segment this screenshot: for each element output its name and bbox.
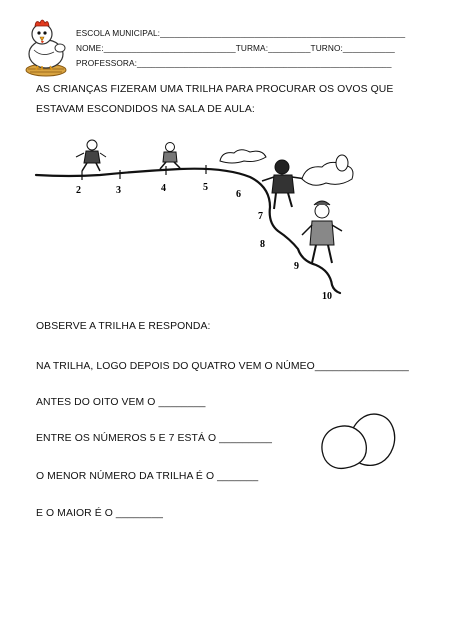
intro-line-2: ESTAVAM ESCONDIDOS NA SALA DE AULA: <box>36 104 255 115</box>
trail-number-7: 7 <box>258 211 263 222</box>
question-1[interactable]: NA TRILHA, LOGO DEPOIS DO QUATRO VEM O NÚMEO________________ <box>36 361 409 372</box>
observe-heading: OBSERVE A TRILHA E RESPONDA: <box>36 321 211 332</box>
chicken-logo-icon <box>18 14 72 78</box>
name-line[interactable]: NOME:____________________________TURMA:_________TURNO:___________ <box>76 43 395 53</box>
teacher-line[interactable]: PROFESSORA:______________________________________________________ <box>76 58 392 68</box>
question-5[interactable]: E O MAIOR É O ________ <box>36 508 163 519</box>
trail-number-9: 9 <box>294 261 299 272</box>
trail-number-10: 10 <box>322 291 332 302</box>
trail-number-8: 8 <box>260 239 265 250</box>
trail-number-2: 2 <box>76 185 81 196</box>
trail-number-5: 5 <box>203 182 208 193</box>
bush-shape <box>220 150 266 163</box>
trail-path <box>36 169 340 293</box>
question-3[interactable]: ENTRE OS NÚMEROS 5 E 7 ESTÁ O _________ <box>36 433 273 444</box>
intro-line-1: AS CRIANÇAS FIZERAM UMA TRILHA PARA PROCURAR OS OVOS QUE <box>36 84 394 95</box>
trail-number-6: 6 <box>236 189 241 200</box>
trail-illustration <box>30 135 380 305</box>
question-4[interactable]: O MENOR NÚMERO DA TRILHA É O _______ <box>36 471 259 482</box>
school-line[interactable]: ESCOLA MUNICIPAL:____________________________________________________ <box>76 28 406 38</box>
child-figure-2 <box>160 143 180 170</box>
trail-number-3: 3 <box>116 185 121 196</box>
question-2[interactable]: ANTES DO OITO VEM O ________ <box>36 397 206 408</box>
trail-number-4: 4 <box>161 183 166 194</box>
eggs-icon <box>318 408 398 470</box>
child-figure-1 <box>76 140 106 171</box>
egg-in-bush-icon <box>336 155 348 171</box>
child-figure-4 <box>302 201 342 263</box>
